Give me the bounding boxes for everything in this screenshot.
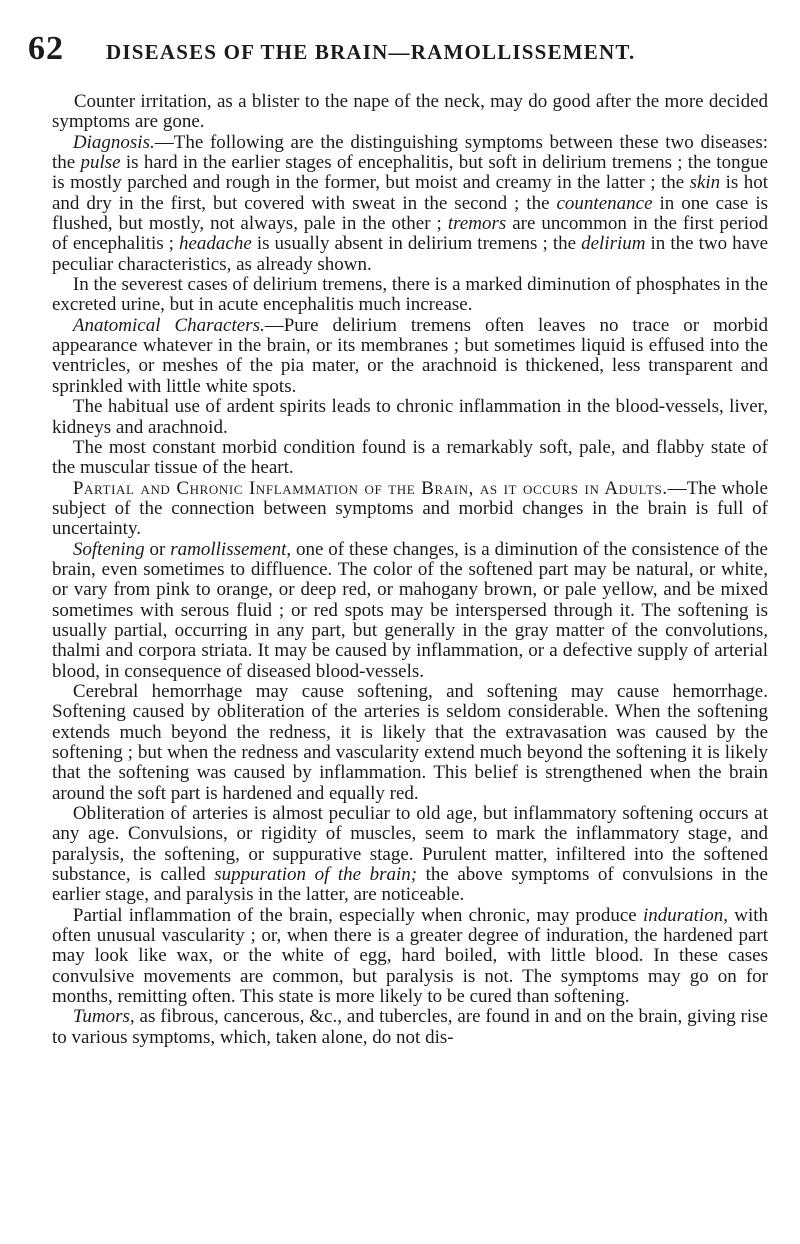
section-label: Anatomical Characters. <box>72 314 265 336</box>
paragraph: In the severest cases of delirium tremens, there is a marked diminution of phosphates in the excreted urine, but in acute encephalitis much increase. <box>52 274 768 316</box>
paragraph-section-heading: Partial and Chronic Inflammation of the Brain, as it occurs in Adults.—The whole subject of the connection between symptoms and morbid changes in the brain is full of uncertainty. <box>52 477 768 540</box>
paragraph: The habitual use of ardent spirits leads to chronic inflammation in the blood-vessels, liver, kidneys and arachnoid. <box>52 396 768 438</box>
body-text <box>52 92 768 1048</box>
paragraph: The most constant morbid condition found is a remarkably soft, pale, and flabby state of the muscular tissue of the heart. <box>52 436 768 479</box>
paragraph-induration: Partial inflammation of the brain, especially when chronic, may produce induration, with often unusual vascularity ; or, when there is a greater degree of induration, the hardened part may look like wax, or the white of egg, hard boiled, with little blood. In these cases convulsive movements are common, but paralysis is not. The symptoms may go on for months, remitting often. This state is more likely to be cured than softening. <box>52 904 769 1008</box>
running-head <box>28 30 760 70</box>
paragraph-softening: Softening or ramollissement, one of these changes, is a diminution of the consistence of the brain, even sometimes to diffluence. The color of the softened part may be natural, or white, or vary from pink to orange, or deep red, or mahogany brown, or pale yellow, and be mixed sometimes with serous fluid ; or red spots may be interspersed through it. The softening is usually partial, occurring in any part, but generally in the gray matter of the convolutions, thalmi and corpora striata. It may be caused by inflammation, or a defective supply of arterial blood, in consequence of diseased blood-vessels. <box>52 538 768 682</box>
running-title: DISEASES OF THE BRAIN—RAMOLLISSEMENT. <box>106 40 636 64</box>
paragraph: Counter irritation, as a blister to the nape of the neck, may do good after the more decided symptoms are gone. <box>52 91 768 133</box>
paragraph-tumors: Tumors, as fibrous, cancerous, &c., and tubercles, are found in and on the brain, giving rise to various symptoms, which, taken alone, do not dis- <box>52 1006 768 1048</box>
section-label: Diagnosis. <box>72 131 155 153</box>
paragraph-diagnosis: Diagnosis.—The following are the distinguishing symptoms between these two diseases: the pulse is hard in the earlier stages of encephalitis, but soft in delirium tremens ; the tongue is mostly parched and rough in the former, but moist and creamy in the latter ; the skin is hot and dry in the first, but covered with sweat in the second ; the countenance in one case is flushed, but mostly, not always, pale in the other ; tremors are uncommon in the first period of encephalitis ; headache is usually absent in delirium tremens ; the delirium in the two have peculiar characteristics, as already shown. <box>52 131 769 275</box>
paragraph-anatomical: Anatomical Characters.—Pure delirium tremens often leaves no trace or morbid appearance whatever in the brain, or its membranes ; but sometimes liquid is effused into the ventricles, or meshes of the pia mater, or the arachnoid is thickened, less transparent and sprinkled with little white spots. <box>52 314 768 397</box>
page-number: 62 <box>28 30 64 67</box>
paragraph: Cerebral hemorrhage may cause softening, and softening may cause hemorrhage. Softening caused by obliteration of the arteries is seldom considerable. When the softening extends much beyond the redness, it is likely that the extravasation was caused by the softening ; but when the redness and vascularity extend much beyond the softening it is likely that the softening was caused by inflammation. This belief is strengthened when the brain around the soft part is hardened and equally red. <box>52 680 768 804</box>
paragraph-obliteration: Obliteration of arteries is almost peculiar to old age, but inflammatory softening occurs at any age. Convulsions, or rigidity of muscles, seem to mark the inflammatory stage, and paralysis, the softening, or suppurative stage. Purulent matter, infiltered into the softened substance, is called suppuration of the brain; the above symptoms of convulsions in the earlier stage, and paralysis in the latter, are noticeable. <box>52 803 768 906</box>
section-heading: Partial and Chronic Inflammation of the Brain, as it occurs in Adults. <box>72 477 668 499</box>
